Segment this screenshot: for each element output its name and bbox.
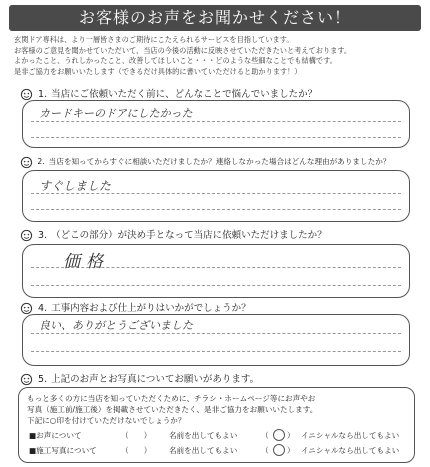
consent-line: 下記に○印を付けていただけないでしょうか？ [27,416,186,425]
face-icon [20,302,33,315]
ruled-line [31,351,401,352]
question-number: 4. [38,303,48,314]
consent-box [18,387,415,463]
answer-box-4 [22,314,410,366]
question-text: 工事内容および仕上がりはいかがでしょうか？ [51,303,251,314]
paren-open: （ [261,446,269,455]
face-icon [20,229,33,242]
answer-box-2 [22,170,410,222]
handwritten-answer: 価格 [63,252,109,272]
checkbox-parens[interactable]: （ ） [121,431,152,440]
handwritten-answer: 良い、ありがとうございました [39,319,193,332]
answer-box-3 [22,244,410,298]
question-text: 当店にご依頼いただく前に、どんなことで悩んでいましたか？ [51,89,318,100]
question-5-title [20,373,420,387]
circle-mark-icon [273,444,285,456]
row-label: ■施工写真について [29,446,97,455]
circle-mark-icon [273,429,285,441]
checkbox-parens[interactable]: （ ） [121,446,152,455]
row-label: ■お声について [29,431,82,440]
option-name-ok: 名前を出してもよい [169,431,238,440]
paren-close: ） [287,431,295,440]
intro-line: 玄関ドア専科は、より一層皆さまのご期待にこたえられるサービスを目指しています。 [14,35,294,44]
consent-line: 写真（施工前/施工後）を掲載させていただきたく、是非ご協力をお願いいたします。 [27,405,318,414]
ruled-line [31,285,401,286]
ruled-line [31,333,401,334]
ruled-line [31,121,401,122]
option-name-ok: 名前を出してもよい [169,446,238,455]
handwritten-answer: すぐしました [39,179,112,193]
ruled-line [31,209,401,210]
intro-text [14,35,418,77]
question-number: 5. [38,374,48,385]
question-text: 当店を知ってからすぐに相談いただけましたか？連絡しなかった場合はどんな理由がありましたか？ [48,157,391,166]
consent-line: もっと多くの方に当店を知っていただくために、チラシ・ホームページ等にお声やお [27,394,316,403]
question-text: 上記のお声とお写真についてお願いがあります。 [51,374,260,385]
question-number: 2. [37,157,45,166]
option-initial-ok: イニシャルなら出してもよい [301,431,400,440]
question-3-title [20,229,420,243]
face-icon [20,156,33,169]
intro-line: 是非ご協力をお願いいたします（できるだけ具体的に書いていただけると助かります！） [14,66,302,76]
handwritten-answer: カードキーのドアにしたかった [39,107,193,120]
intro-line: よかったこと、うれしかったこと、改善してほしいこと・・・どのような些細なことでも結構です。 [14,56,337,66]
question-number: 1. [38,89,48,100]
option-initial-ok: イニシャルなら出してもよい [301,446,400,455]
question-number: 3. [38,230,48,241]
paren-close: ） [287,446,295,455]
face-icon [20,373,33,386]
question-text: （どこの部分）が決め手となって当店に依頼いただけましたか？ [51,230,327,241]
intro-line: お客様のご意見を聞かせていただいて、当店の今後の活動に反映させていただきたいと考えております。 [14,45,352,55]
ruled-line [31,137,401,138]
paren-open: （ [261,431,269,440]
question-2-title [20,155,420,169]
answer-box-1 [22,100,410,148]
page-title: お客様のお声をお聞かせください！ [9,5,421,31]
face-icon [20,88,33,101]
